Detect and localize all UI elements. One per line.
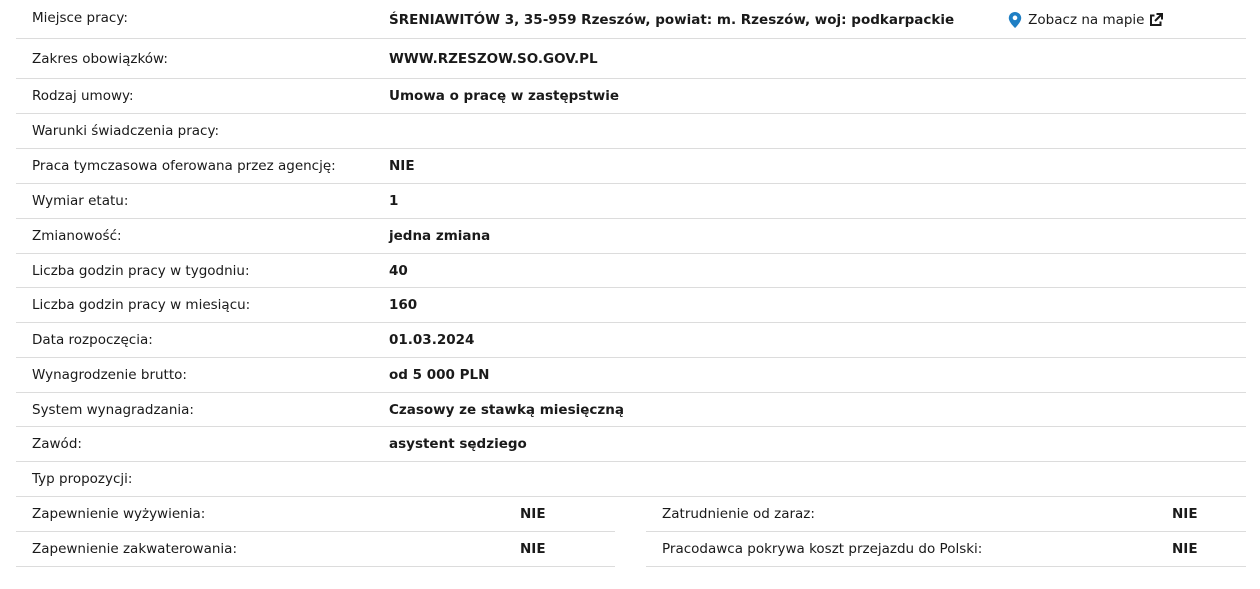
detail-label: Zatrudnienie od zaraz: — [662, 506, 815, 522]
benefits-left-column — [16, 497, 615, 567]
detail-label: Typ propozycji: — [32, 471, 133, 487]
show-on-map-label: Zobacz na mapie — [1028, 12, 1145, 28]
detail-row-occupation — [16, 427, 1246, 462]
detail-value: 40 — [389, 262, 408, 279]
detail-row-accommodation — [16, 532, 615, 567]
detail-label: Zakres obowiązków: — [32, 50, 168, 67]
detail-row-offer-type — [16, 462, 1246, 497]
detail-row-start-date — [16, 323, 1246, 358]
workplace-value-wrap — [389, 12, 1163, 28]
detail-label: Zawód: — [32, 436, 82, 452]
detail-value: NIE — [520, 506, 546, 522]
detail-row-monthly-hours — [16, 288, 1246, 323]
external-link-icon — [1149, 13, 1163, 27]
detail-value: 1 — [389, 193, 399, 209]
detail-value: Umowa o pracę w zastępstwie — [389, 88, 620, 104]
detail-row-work-conditions — [16, 114, 1246, 149]
detail-value: NIE — [1172, 541, 1198, 557]
detail-label: Miejsce pracy: — [32, 10, 128, 26]
detail-row-immediate-hire — [646, 497, 1246, 532]
benefits-section — [16, 497, 1246, 567]
detail-row-meals — [16, 497, 615, 532]
detail-row-workplace — [16, 0, 1246, 39]
detail-value: NIE — [389, 158, 415, 174]
detail-row-duties — [16, 39, 1246, 79]
detail-label: Zapewnienie zakwaterowania: — [32, 541, 237, 557]
detail-label: Zmianowość: — [32, 228, 122, 244]
detail-row-temp-agency — [16, 149, 1246, 184]
benefits-right-column — [646, 497, 1246, 567]
detail-row-shifts — [16, 219, 1246, 254]
detail-label: Zapewnienie wyżywienia: — [32, 506, 206, 522]
workplace-address: ŚRENIAWITÓW 3, 35-959 Rzeszów, powiat: m. Rzeszów, woj: podkarpackie — [389, 12, 955, 28]
detail-label: Pracodawca pokrywa koszt przejazdu do Polski: — [662, 541, 983, 557]
detail-value: Czasowy ze stawką miesięczną — [389, 401, 624, 418]
detail-value: NIE — [520, 541, 546, 557]
detail-label: System wynagradzania: — [32, 401, 194, 418]
detail-row-weekly-hours — [16, 254, 1246, 288]
detail-row-travel-cost — [646, 532, 1246, 567]
detail-value: asystent sędziego — [389, 436, 527, 452]
show-on-map-link[interactable] — [1008, 12, 1162, 28]
detail-row-pay-system — [16, 393, 1246, 427]
detail-value: NIE — [1172, 506, 1198, 522]
detail-row-contract-type — [16, 79, 1246, 114]
detail-value: WWW.RZESZOW.SO.GOV.PL — [389, 50, 598, 67]
detail-row-gross-salary — [16, 358, 1246, 393]
detail-label: Data rozpoczęcia: — [32, 332, 153, 348]
detail-value: 160 — [389, 297, 418, 313]
map-pin-icon — [1008, 12, 1022, 28]
detail-label: Liczba godzin pracy w miesiącu: — [32, 297, 251, 313]
detail-value: 01.03.2024 — [389, 332, 475, 348]
detail-row-fte — [16, 184, 1246, 219]
detail-label: Wynagrodzenie brutto: — [32, 367, 187, 383]
detail-label: Rodzaj umowy: — [32, 88, 134, 104]
job-details — [16, 0, 1246, 567]
detail-label: Warunki świadczenia pracy: — [32, 123, 220, 139]
detail-label: Praca tymczasowa oferowana przez agencję: — [32, 158, 336, 174]
detail-value: od 5 000 PLN — [389, 367, 490, 383]
detail-label: Wymiar etatu: — [32, 193, 129, 209]
detail-label: Liczba godzin pracy w tygodniu: — [32, 262, 250, 279]
detail-value: jedna zmiana — [389, 228, 491, 244]
